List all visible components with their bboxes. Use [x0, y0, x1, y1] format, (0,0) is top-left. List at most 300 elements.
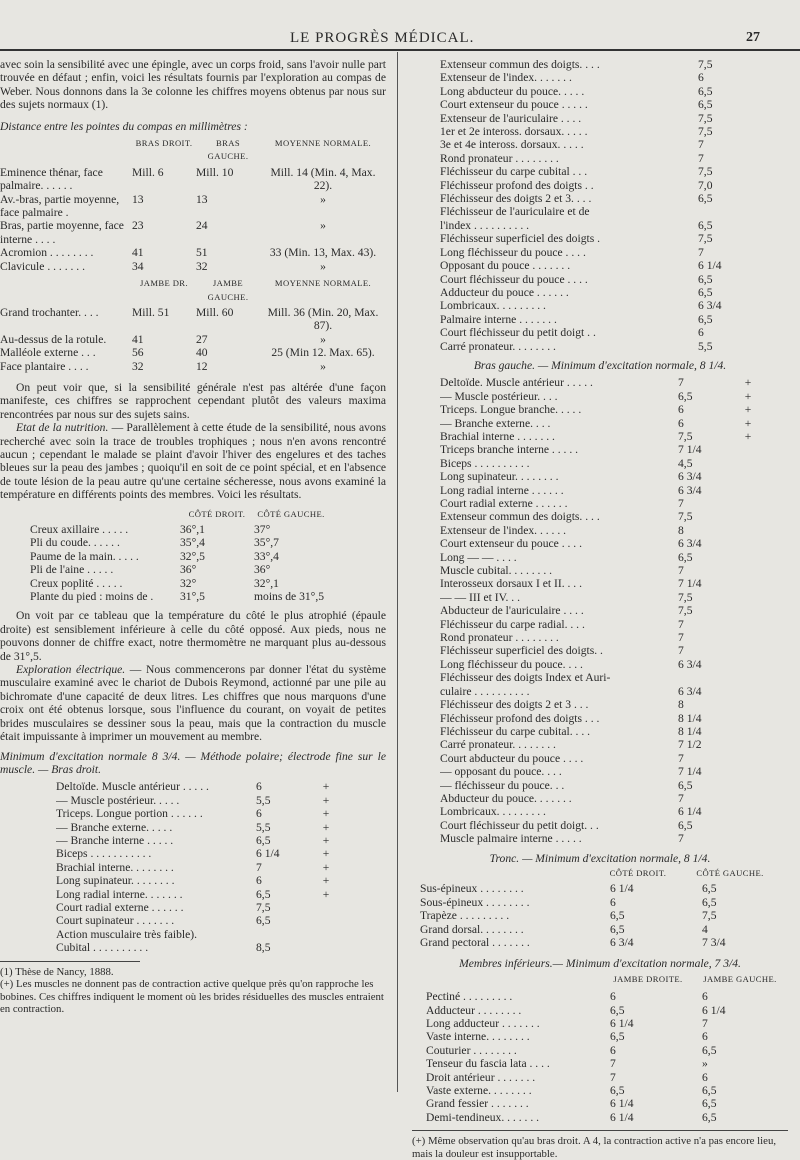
muscle-name: Court supinateur . . . . . . .: [56, 914, 175, 928]
excitation-value: 6: [256, 807, 262, 821]
contraction-mark: [728, 443, 768, 456]
muscle-row: [440, 152, 748, 165]
muscle-name: Long supinateur. . . . . . . .: [56, 874, 175, 888]
muscle-row: [440, 192, 748, 205]
muscle-name: Fléchisseur du carpe radial. . . .: [440, 617, 585, 631]
muscle-row: [440, 71, 748, 84]
value-droit: 6 1/4: [610, 1110, 634, 1124]
excitation-value: 6,5: [678, 778, 693, 792]
temperature-droit: 32°,5: [180, 549, 205, 563]
contraction-mark: [728, 537, 768, 550]
muscle-name: Palmaire interne . . . . . . .: [440, 312, 557, 326]
muscle-name: 3e et 4e inteross. dorsaux. . . . .: [440, 138, 584, 152]
contraction-mark: [728, 698, 768, 711]
value-gauche: 6,5: [702, 895, 717, 909]
muscle-row: [440, 524, 768, 537]
muscle-name: Court radial externe . . . . . .: [56, 900, 184, 914]
muscle-row: [420, 923, 778, 936]
right-column: [412, 58, 788, 1160]
muscle-name: Deltoïde. Muscle antérieur . . . . .: [56, 780, 209, 794]
compas-row: [0, 193, 386, 220]
muscle-row: [56, 914, 346, 927]
contraction-mark: [728, 658, 768, 671]
value-droit: 6: [610, 895, 616, 909]
muscle-row: [440, 457, 768, 470]
excitation-value: 5,5: [256, 820, 271, 834]
temp-header: [180, 508, 386, 521]
excitation-value: 7: [698, 151, 704, 165]
muscle-name: Extenseur commun des doigts. . . .: [440, 510, 600, 524]
muscle-name: Fléchisseur superficiel des doigts .: [440, 232, 601, 246]
excitation-value: 8: [678, 523, 684, 537]
compas-row: [0, 346, 386, 359]
muscle-row: [440, 658, 768, 671]
muscle-row: [440, 58, 748, 71]
excitation-value: 8: [678, 698, 684, 712]
value-gauche: 7 3/4: [702, 936, 726, 949]
muscle-name: Court extenseur du pouce . . . . .: [440, 98, 588, 112]
footnote-right: (+) Même observation qu'au bras droit. A 4, la contraction active n'a pas encore lieu, mais la douleur est insupportable.: [412, 1135, 777, 1160]
excitation-value: 7 1/2: [678, 738, 702, 752]
excitation-value: 6 1/4: [256, 847, 280, 861]
excitation-value: 6 3/4: [678, 657, 702, 671]
excitation-value: 8 1/4: [678, 724, 702, 738]
muscle-row: [426, 1084, 778, 1097]
muscle-name: Court abducteur du pouce . . . .: [440, 751, 584, 765]
temperature-site: Plante du pied : moins de .: [30, 590, 154, 604]
muscle-name: l'index . . . . . . . . . .: [440, 218, 530, 232]
excitation-value: [256, 928, 306, 941]
temperature-gauche: 36°: [254, 563, 271, 577]
compas-row: [0, 333, 386, 346]
compas-label: Eminence thénar, face palmaire. . . . . .: [0, 165, 103, 193]
excitation-value: 7: [678, 832, 684, 846]
tronc-header: [592, 867, 788, 880]
muscle-row: [440, 340, 748, 353]
muscle-row: [440, 443, 768, 456]
compas-label: Face plantaire . . . .: [0, 359, 89, 373]
col-bras-droit: BRAS DROIT.: [135, 138, 193, 149]
value-gauche: 6,5: [702, 1110, 717, 1124]
col-tronc-gauche: CÔTÉ GAUCHE.: [696, 867, 764, 878]
muscle-name: Cubital . . . . . . . . . .: [56, 941, 149, 955]
excitation-value: 6 1/4: [678, 805, 702, 819]
contraction-mark: [728, 604, 768, 617]
muscle-name: Adducteur . . . . . . . .: [426, 1003, 522, 1017]
excitation-value: 6,5: [678, 550, 693, 564]
contraction-mark: [728, 712, 768, 725]
compas-normale: 25 (Min 12. Max. 65).: [271, 346, 375, 360]
muscle-name: — opposant du pouce. . . .: [440, 765, 562, 779]
contraction-mark: [728, 551, 768, 564]
col-cote-droit: CÔTÉ DROIT.: [188, 508, 246, 519]
excitation-value: 7,5: [678, 429, 693, 443]
contraction-mark: [306, 901, 346, 914]
excitation-value: 6: [678, 403, 684, 417]
muscle-row: [440, 205, 748, 218]
excitation-value: 6: [256, 874, 262, 888]
muscle-row: [426, 1044, 778, 1057]
compas-droit: 32: [132, 359, 144, 373]
contraction-mark: [306, 928, 346, 941]
muscle-row: [56, 928, 346, 941]
excitation-value: 5,5: [256, 793, 271, 807]
col-moyenne: MOYENNE NORMALE.: [274, 138, 372, 149]
muscle-row: [440, 179, 748, 192]
value-droit: 6 1/4: [610, 1097, 634, 1111]
muscle-name: — Branche externe. . . .: [440, 416, 551, 430]
contraction-mark: [728, 725, 768, 738]
muscle-row: [440, 792, 768, 805]
temperature-row: [0, 536, 386, 549]
muscle-name: Triceps branche interne . . . . .: [440, 443, 579, 457]
compas-normale: Mill. 14 (Min. 4, Max. 22).: [270, 165, 376, 193]
paragraph-sensibilite: On peut voir que, si la sensibilité générale n'est pas altérée d'une façon manifeste, ces chiffres se rapprochent cependant plutôt des valeurs maxima rencontrées par nous sur des sujets sains.: [0, 380, 386, 421]
compas-gauche: Mill. 10: [196, 165, 234, 179]
excitation-value: 6,5: [678, 818, 693, 832]
excitation-value: 7 1/4: [678, 577, 702, 591]
compas-header-legs: [132, 277, 386, 304]
compas-droit: 41: [132, 332, 144, 346]
muscle-row: [440, 138, 748, 151]
muscle-name: Fléchisseur des doigts 2 et 3 . . .: [440, 698, 589, 712]
value-droit: 6,5: [610, 922, 625, 936]
muscle-row: [440, 765, 768, 778]
left-column: [0, 58, 386, 1016]
value-droit: 6 1/4: [610, 882, 634, 896]
muscle-name: Deltoïde. Muscle antérieur . . . . .: [440, 376, 593, 390]
muscle-row: [56, 780, 346, 793]
muscle-row: [440, 417, 768, 430]
compas-gauche: 40: [196, 346, 208, 360]
col-jambe-droite: JAMBE DR.: [139, 278, 188, 289]
muscle-name: Extenseur de l'index. . . . . . .: [440, 71, 572, 85]
muscle-row: [440, 510, 768, 523]
muscle-row: [440, 738, 768, 751]
excitation-value: 7,0: [698, 178, 713, 192]
compas-droit: Mill. 51: [132, 305, 170, 319]
nutrition-heading: Etat de la nutrition.: [16, 421, 109, 435]
muscle-row: [440, 259, 748, 272]
muscle-row: [440, 286, 748, 299]
col-cote-gauche: CÔTÉ GAUCHE.: [257, 508, 325, 519]
muscle-name: Grand dorsal. . . . . . . .: [420, 922, 524, 936]
muscle-name: Fléchisseur profond des doigts . .: [440, 178, 594, 192]
muscle-row: [440, 112, 748, 125]
muscle-row: [426, 1071, 778, 1084]
excitation-value: 7 1/4: [678, 765, 702, 779]
compas-label: Acromion . . . . . . . .: [0, 246, 94, 260]
temperature-table: [0, 523, 386, 603]
contraction-mark: [728, 524, 768, 537]
contraction-mark: [306, 941, 346, 954]
muscle-row: [440, 98, 748, 111]
avant-bras-droit-list: [440, 58, 748, 353]
intro-paragraph: avec soin la sensibilité avec une épingle, avec un corps froid, sans l'avoir nulle part trouvée en défaut ; enfin, voici les résultats fournis par l'exploration au compas de Weber. Nous donnons dans la 3e colonne les chiffres moyens obtenus par nous sur des sujets normaux (1).: [0, 58, 386, 112]
paragraph-temperature: On voit par ce tableau que la température du côté le plus atrophié (épaule droite) est sensiblement inférieure à celle du côté opposé. Aux pieds, nous ne pouvons donner de chiffre exact, notre thermomètre ne marquant plus au-dessous de 31°,5.: [0, 609, 386, 663]
temperature-droit: 32°: [180, 576, 197, 590]
excitation-value: 6 3/4: [678, 537, 702, 551]
muscle-name: Muscle cubital. . . . . . . .: [440, 564, 553, 578]
compas-droit: 56: [132, 346, 144, 360]
excitation-value: 5,5: [698, 339, 713, 353]
contraction-mark: [728, 631, 768, 644]
muscle-row: [440, 497, 768, 510]
muscle-row: [440, 219, 748, 232]
excitation-value: 6: [256, 780, 262, 794]
excitation-value: 7,5: [698, 125, 713, 139]
value-droit: 6,5: [610, 1003, 625, 1017]
muscle-name: Rond pronateur . . . . . . . .: [440, 151, 559, 165]
muscle-name: Fléchisseur des doigts 2 et 3. . . .: [440, 192, 592, 206]
header-rule: [0, 49, 800, 51]
muscle-row: [440, 376, 768, 389]
excitation-value: 7,5: [698, 58, 713, 71]
muscle-name: Tenseur du fascia lata . . . .: [426, 1057, 550, 1071]
membres-inferieurs-caption: Membres inférieurs.— Minimum d'excitation normale, 7 3/4.: [459, 957, 741, 971]
excitation-value: 7: [678, 791, 684, 805]
compas-gauche: 24: [196, 219, 208, 233]
muscle-name: Couturier . . . . . . . .: [426, 1043, 517, 1057]
muscle-name: Extenseur de l'auriculaire . . . .: [440, 111, 582, 125]
muscle-name: Vaste interne. . . . . . . .: [426, 1030, 530, 1044]
excitation-value: 6 3/4: [678, 483, 702, 497]
compas-normale: »: [320, 192, 326, 206]
footnote: (+) Les muscles ne donnent pas de contraction active quelque près qu'on rapproche les bobines. Ces chiffres indiquent le moment où les brides résiduelles des muscles entraient en contraction.: [0, 978, 384, 1016]
excitation-value: 6,5: [698, 312, 713, 326]
muscle-name: Vaste externe. . . . . . . .: [426, 1084, 532, 1098]
temperature-droit: 36°,1: [180, 523, 205, 536]
muscle-name: Fléchisseur des doigts Index et Auri-: [440, 671, 611, 685]
temperature-site: Pli de l'aine . . . . .: [30, 563, 114, 577]
value-gauche: 7,5: [702, 909, 717, 923]
muscle-row: [440, 591, 768, 604]
compas-row: [0, 360, 386, 373]
muscle-name: Action musculaire très faible).: [56, 927, 198, 941]
excitation-value: 6: [698, 71, 704, 85]
muscle-row: [440, 685, 768, 698]
muscle-name: Extenseur commun des doigts. . . .: [440, 58, 600, 71]
muscle-name: Lombricaux. . . . . . . . .: [440, 805, 546, 819]
muscle-row: [440, 470, 768, 483]
value-droit: 7: [610, 1057, 616, 1071]
temperature-site: Creux axillaire . . . . .: [30, 523, 129, 536]
contraction-mark: +: [322, 860, 330, 874]
contraction-mark: [728, 765, 768, 778]
muscle-name: Long abducteur du pouce. . . . .: [440, 84, 585, 98]
muscle-row: [440, 752, 768, 765]
temperature-site: Creux poplité . . . . .: [30, 576, 123, 590]
compas-caption: Distance entre les pointes du compas en millimètres :: [0, 119, 248, 133]
excitation-value: 7: [256, 860, 262, 874]
contraction-mark: +: [322, 793, 330, 807]
value-gauche: 6: [702, 1070, 708, 1084]
muscle-name: Pectiné . . . . . . . . .: [426, 990, 513, 1004]
muscle-name: Long adducteur . . . . . . .: [426, 1017, 540, 1031]
value-droit: 6,5: [610, 1084, 625, 1098]
excitation-value: [698, 205, 748, 218]
excitation-value: 7: [698, 138, 704, 152]
excitation-value: 6,5: [256, 887, 271, 901]
value-gauche: 6: [702, 1030, 708, 1044]
excitation-value: 6,5: [698, 98, 713, 112]
muscle-name: Biceps . . . . . . . . . .: [440, 456, 530, 470]
muscle-row: [440, 644, 768, 657]
temperature-row: [0, 550, 386, 563]
contraction-mark: +: [322, 874, 330, 888]
value-droit: 6,5: [610, 1030, 625, 1044]
temperature-site: Pli du coude. . . . . .: [30, 536, 120, 550]
temperature-gauche: 32°,1: [254, 576, 279, 590]
muscle-name: Muscle palmaire interne . . . . .: [440, 832, 582, 846]
contraction-mark: [728, 618, 768, 631]
contraction-mark: +: [322, 820, 330, 834]
value-gauche: 6,5: [702, 1043, 717, 1057]
muscle-row: [56, 847, 346, 860]
muscle-row: [56, 901, 346, 914]
muscle-name: Long supinateur. . . . . . . .: [440, 470, 559, 484]
value-droit: 6,5: [610, 909, 625, 923]
tronc-table: [420, 882, 778, 949]
excitation-value: 7: [678, 617, 684, 631]
excitation-value: 8 1/4: [678, 711, 702, 725]
muscle-name: Lombricaux. . . . . . . . .: [440, 299, 546, 313]
excitation-value: 7 1/4: [678, 443, 702, 457]
excitation-value: 6,5: [256, 833, 271, 847]
compas-row: [0, 166, 386, 193]
muscle-row: [440, 725, 768, 738]
compas-header-arms: [132, 137, 386, 164]
compas-droit: 23: [132, 219, 144, 233]
muscle-row: [56, 821, 346, 834]
mi-header: [602, 973, 788, 986]
muscle-row: [440, 232, 748, 245]
muscle-name: Opposant du pouce . . . . . . .: [440, 259, 571, 273]
compas-droit: 34: [132, 259, 144, 273]
electrique-paragraph: — Nous commencerons par donner l'état du système musculaire examiné avec le chariot de Dubois Reymond, actionné par une pile au bichromate d'une capacité de deux litres. Les chiffres que nous marquons d'une croix ont été obtenus lorsque, sous l'influence du courant, on voyait de petites brides musculaires se dessiner sous la peau, mais que la contraction du muscle était impuissante à imprimer un mouvement au membre.: [0, 663, 386, 744]
excitation-value: 8,5: [256, 941, 271, 955]
bras-gauche-caption: Bras gauche. — Minimum d'excitation normale, 8 1/4.: [473, 358, 727, 372]
muscle-row: [440, 564, 768, 577]
muscle-name: Grand pectoral . . . . . . .: [420, 936, 530, 949]
temperature-gauche: 37°: [254, 523, 271, 536]
muscle-row: [420, 909, 778, 922]
muscle-row: [440, 165, 748, 178]
contraction-mark: [728, 484, 768, 497]
temperature-gauche: 35°,7: [254, 536, 279, 550]
muscle-row: [440, 484, 768, 497]
muscle-name: Trapèze . . . . . . . . .: [420, 909, 510, 923]
muscle-row: [56, 874, 346, 887]
compas-gauche: 27: [196, 332, 208, 346]
excitation-value: 6 3/4: [698, 299, 722, 313]
temperature-droit: 31°,5: [180, 590, 205, 604]
muscle-name: — Branche interne . . . . .: [56, 833, 174, 847]
contraction-mark: [728, 564, 768, 577]
excitation-value: 6,5: [698, 218, 713, 232]
footnote: (1) Thèse de Nancy, 1888.: [0, 965, 114, 978]
excitation-value: 7,5: [698, 111, 713, 125]
contraction-mark: [728, 457, 768, 470]
excitation-value: 7,5: [256, 900, 271, 914]
excitation-value: 6 3/4: [678, 470, 702, 484]
muscle-row: [426, 1057, 778, 1070]
muscle-row: [426, 1097, 778, 1110]
contraction-mark: [728, 792, 768, 805]
bras-droit-caption: Minimum d'excitation normale 8 3/4. — Méthode polaire; électrode fine sur le muscle. — Bras droit.: [0, 749, 386, 776]
excitation-value: 6 1/4: [698, 259, 722, 273]
compas-label: Au-dessus de la rotule.: [0, 332, 107, 346]
muscle-name: Long radial interne . . . . . .: [440, 483, 564, 497]
value-droit: 6 3/4: [610, 936, 634, 949]
muscle-name: Long radial interne. . . . . . .: [56, 887, 183, 901]
muscle-row: [56, 888, 346, 901]
contraction-mark: +: [322, 833, 330, 847]
contraction-mark: [728, 577, 768, 590]
muscle-name: Court fléchisseur du petit doigt . .: [440, 326, 596, 340]
footnotes-left: [0, 966, 386, 1016]
muscle-name: Triceps. Longue portion . . . . . .: [56, 807, 203, 821]
muscle-row: [420, 936, 778, 949]
excitation-value: 7,5: [678, 604, 693, 618]
value-droit: 6: [610, 990, 616, 1004]
muscle-name: Brachial interne. . . . . . . .: [56, 860, 174, 874]
compas-gauche: 32: [196, 259, 208, 273]
muscle-row: [426, 1004, 778, 1017]
excitation-value: 7: [698, 245, 704, 259]
compas-label: Av.-bras, partie moyenne, face palmaire .: [0, 192, 120, 220]
contraction-mark: [728, 510, 768, 523]
temperature-gauche: moins de 31°,5: [254, 590, 325, 604]
muscle-name: Abducteur du pouce. . . . . . .: [440, 791, 572, 805]
value-droit: 7: [610, 1070, 616, 1084]
muscle-name: 1er et 2e inteross. dorsaux. . . . .: [440, 125, 588, 139]
muscle-name: Court extenseur du pouce . . . .: [440, 537, 582, 551]
compas-label: Clavicule . . . . . . .: [0, 259, 86, 273]
muscle-name: — fléchisseur du pouce. . .: [440, 778, 565, 792]
page-number: 27: [746, 30, 760, 45]
excitation-value: 7,5: [698, 232, 713, 246]
footnote-rule-right: [412, 1130, 788, 1131]
muscle-name: Grand fessier . . . . . . .: [426, 1097, 529, 1111]
compas-table-arms: [0, 166, 386, 273]
muscle-row: [440, 819, 768, 832]
muscle-row: [440, 671, 768, 684]
col-jambe-droite-mi: JAMBE DROITE.: [613, 973, 683, 984]
muscle-name: Long fléchisseur du pouce. . . .: [440, 657, 583, 671]
value-gauche: »: [702, 1057, 708, 1071]
muscle-name: Triceps. Longue branche. . . . .: [440, 403, 582, 417]
muscle-row: [440, 712, 768, 725]
electrique-heading: Exploration électrique.: [16, 663, 126, 677]
muscle-row: [440, 577, 768, 590]
value-gauche: 6,5: [702, 1084, 717, 1098]
muscle-name: Fléchisseur profond des doigts . . .: [440, 711, 600, 725]
contraction-mark: [728, 497, 768, 510]
excitation-value: 7,5: [678, 590, 693, 604]
muscle-row: [426, 1017, 778, 1030]
value-droit: 6 1/4: [610, 1017, 634, 1031]
contraction-mark: +: [322, 807, 330, 821]
muscle-row: [440, 430, 768, 443]
compas-droit: Mill. 6: [132, 165, 164, 179]
muscle-row: [56, 861, 346, 874]
muscle-row: [426, 1030, 778, 1043]
contraction-mark: +: [744, 403, 752, 417]
compas-normale: »: [320, 219, 326, 233]
contraction-mark: [728, 685, 768, 698]
excitation-value: 6,5: [678, 389, 693, 403]
